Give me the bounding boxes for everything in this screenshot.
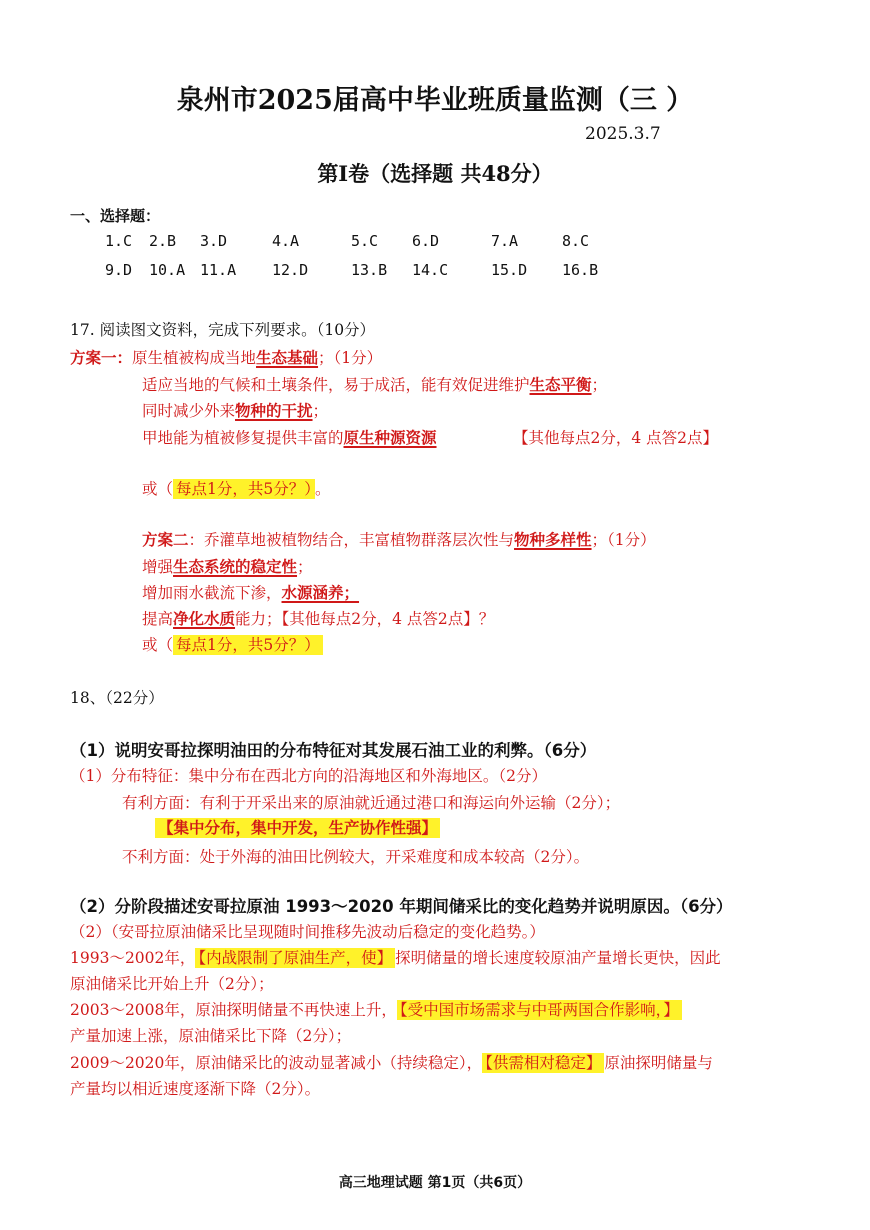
keyword: 生态基础 — [256, 348, 319, 367]
highlight: 【供需相对稳定】 — [482, 1053, 604, 1073]
q18-part2-answer6 — [70, 1051, 713, 1073]
q17-plan1-line4 — [142, 426, 437, 448]
keyword: 净化水质 — [173, 609, 236, 628]
text: ； — [312, 402, 329, 420]
section-mc-label: 一、选择题： — [70, 207, 161, 225]
q18-part2-question: （2）分阶段描述安哥拉原油 1993～2020 年期间储采比的变化趋势并说明原因。（6分） — [70, 897, 733, 916]
text: ：乔灌草地被植物结合，丰富植物群落层次性与 — [188, 531, 515, 549]
keyword: 物种的干扰 — [235, 401, 313, 420]
keyword: 原生种源资源 — [343, 428, 437, 447]
highlight: 【受中国市场需求与中哥两国合作影响，】 — [397, 1000, 682, 1020]
text: 探明储量的增长速度较原油产量增长更快，因此 — [395, 949, 721, 967]
mc-answer: 4.A — [272, 232, 300, 250]
keyword: 生态系统的稳定性 — [173, 557, 298, 576]
text: 同时减少外来 — [142, 402, 236, 420]
mc-answer: 6.D — [412, 232, 440, 250]
text: ； — [591, 376, 608, 394]
q17-plan1-line5 — [142, 477, 331, 499]
text: 2009～2020年，原油储采比的波动显著减小（持续稳定）， — [70, 1054, 483, 1072]
keyword: 生态平衡 — [529, 375, 592, 394]
text: ；（1分） — [318, 349, 383, 367]
highlight: 每点1分，共5分？） — [173, 479, 315, 499]
mc-answer: 15.D — [491, 261, 528, 279]
text: 增强 — [142, 558, 174, 576]
q18-part1-answer4: 不利方面：处于外海的油田比例较大，开采难度和成本较高（2分）。 — [122, 848, 590, 866]
mc-answer: 5.C — [351, 232, 379, 250]
text: 能力；【其他每点2分，4 点答2点】？ — [235, 610, 495, 628]
highlight: 【内战限制了原油生产，使】 — [195, 948, 395, 968]
q18-part1-answer3 — [155, 816, 440, 838]
q17-plan2-line1 — [142, 528, 656, 550]
text: ； — [297, 558, 313, 576]
text: 甲地能为植被修复提供丰富的 — [142, 429, 344, 447]
q18-part2-answer4 — [70, 998, 682, 1020]
text: 1993～2002年， — [70, 949, 196, 967]
text: ；（1分） — [591, 531, 656, 549]
text: 适应当地的气候和土壤条件，易于成活，能有效促进维护 — [142, 376, 530, 394]
q17-title: 17. 阅读图文资料，完成下列要求。（10分） — [70, 321, 376, 339]
plan1-label: 方案一： — [70, 348, 133, 367]
mc-answer: 9.D — [105, 261, 133, 279]
text: 2003～2008年，原油探明储量不再快速上升， — [70, 1001, 397, 1019]
keyword: 物种多样性 — [514, 530, 592, 549]
mc-answer: 12.D — [272, 261, 309, 279]
q17-plan2-line2 — [142, 555, 313, 577]
mc-answer: 2.B — [149, 232, 177, 250]
volume-heading: 第Ⅰ卷（选择题 共48分） — [317, 161, 553, 186]
text: 提高 — [142, 610, 174, 628]
text: 或（ — [142, 480, 174, 498]
q17-plan1-line2 — [142, 373, 607, 395]
q18-title: 18、（22分） — [70, 689, 164, 707]
mc-answer: 13.B — [351, 261, 388, 279]
highlight: 【集中分布，集中开发，生产协作性强】 — [155, 818, 440, 838]
page-title: 泉州市2025届高中毕业班质量监测（三 ） — [176, 85, 694, 116]
text: 增加雨水截流下渗， — [142, 584, 282, 602]
q17-plan1-note: 【其他每点2分，4 点答2点】 — [513, 429, 719, 447]
q18-part2-answer7: 产量均以相近速度逐渐下降（2分）。 — [70, 1080, 321, 1098]
keyword: 水源涵养； — [281, 583, 360, 602]
q17-plan2-line5 — [142, 633, 323, 655]
q18-part2-answer1: （2）（安哥拉原油储采比呈现随时间推移先波动后稳定的变化趋势。） — [70, 923, 545, 941]
mc-answer: 16.B — [562, 261, 599, 279]
highlight: 每点1分，共5分？） — [173, 635, 323, 655]
mc-answer: 10.A — [149, 261, 186, 279]
text: 原油探明储量与 — [604, 1054, 713, 1072]
q18-part1-answer1: （1）分布特征：集中分布在西北方向的沿海地区和外海地区。（2分） — [70, 767, 547, 785]
text: 或（ — [142, 636, 174, 654]
q18-part2-answer5: 产量加速上涨，原油储采比下降（2分）； — [70, 1027, 352, 1045]
q18-part1-question: （1）说明安哥拉探明油田的分布特征对其发展石油工业的利弊。（6分） — [70, 741, 597, 760]
text: 原生植被构成当地 — [132, 349, 257, 367]
text: 。 — [315, 480, 331, 498]
q17-plan2-line4 — [142, 607, 494, 629]
exam-date: 2025.3.7 — [585, 124, 661, 144]
mc-answer: 11.A — [200, 261, 237, 279]
q18-part1-answer2: 有利方面：有利于开采出来的原油就近通过港口和海运向外运输（2分）； — [122, 794, 621, 812]
q17-plan2-line3 — [142, 581, 359, 603]
mc-answer: 7.A — [491, 232, 519, 250]
mc-answer: 14.C — [412, 261, 449, 279]
q18-part2-answer2 — [70, 946, 721, 968]
page-footer: 高三地理试题 第1页（共6页） — [338, 1175, 532, 1191]
q17-plan1-line1 — [70, 346, 382, 368]
q17-plan1-line3 — [142, 399, 328, 421]
mc-answer: 8.C — [562, 232, 590, 250]
mc-answer: 3.D — [200, 232, 228, 250]
q18-part2-answer3: 原油储采比开始上升（2分）； — [70, 975, 274, 993]
plan2-label: 方案二 — [142, 530, 189, 549]
mc-answer: 1.C — [105, 232, 133, 250]
